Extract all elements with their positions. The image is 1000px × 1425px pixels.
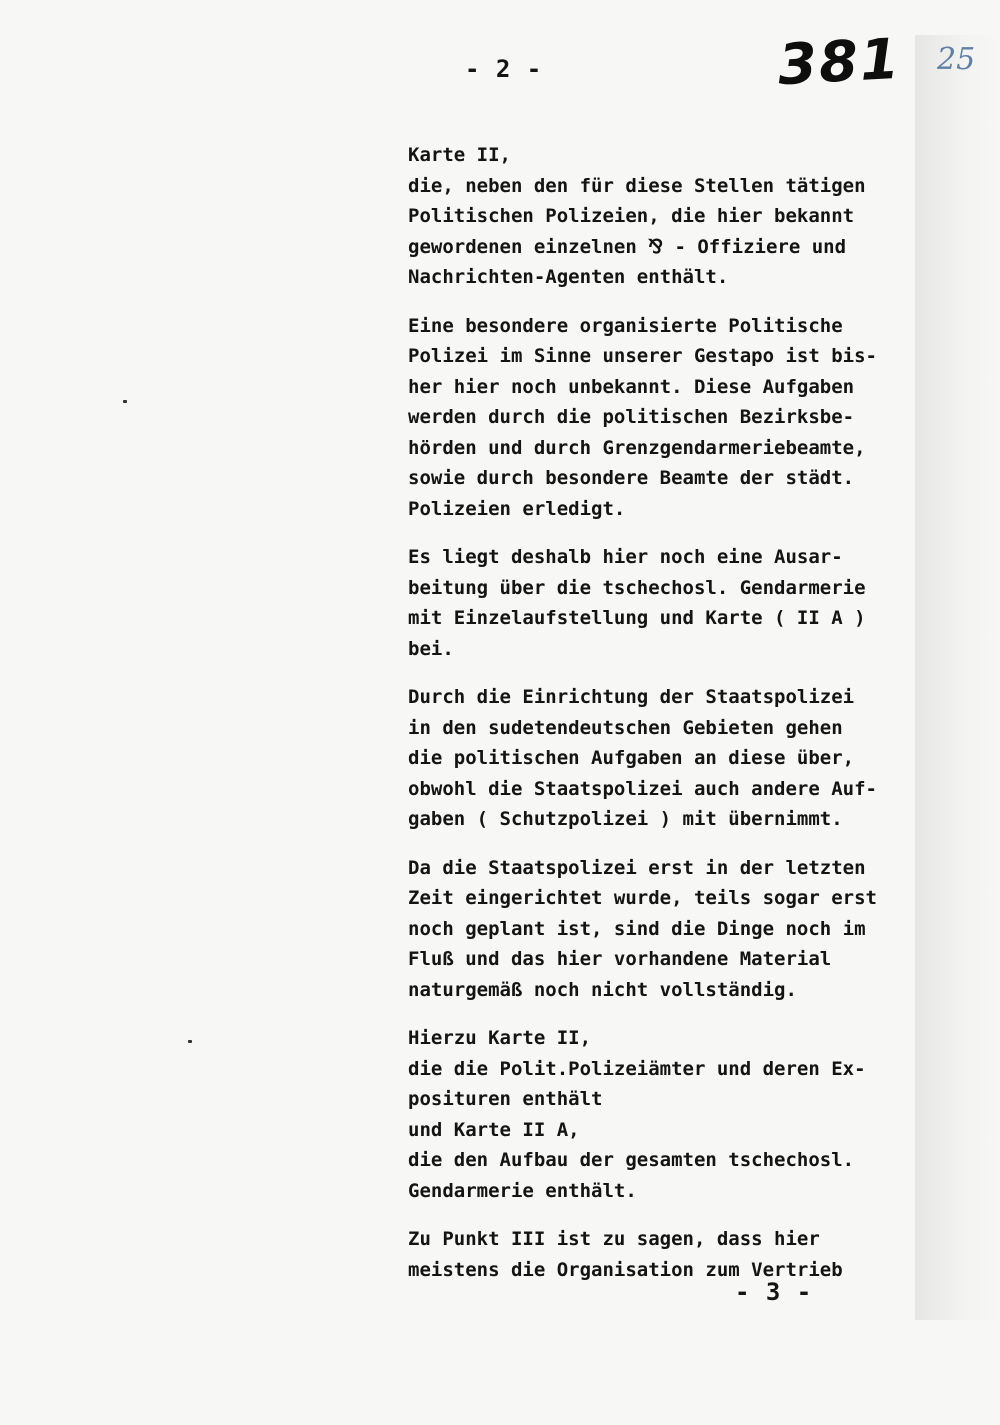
text-line: die, neben den für diese Stellen tätigen — [408, 174, 866, 197]
paragraph — [408, 1023, 908, 1206]
next-page-marker: - 3 - — [735, 1278, 813, 1306]
archive-stamp-number: 381 — [776, 26, 903, 99]
text-line: sowie durch besondere Beamte der städt. — [408, 467, 855, 489]
text-line: hörden und durch Grenzgendarmeriebeamte, — [408, 436, 866, 459]
scan-speck — [123, 400, 127, 403]
text-line: Zeit eingerichtet wurde, teils sogar erst — [408, 887, 877, 909]
text-line: Hierzu Karte II, — [408, 1027, 592, 1049]
text-line: gewordenen einzelnen ⅋ - Offiziere und — [408, 235, 847, 258]
text-line: beitung über die tschechosl. Gendarmerie — [408, 576, 866, 599]
text-line: Karte II, — [408, 144, 511, 166]
text-line: Durch die Einrichtung der Staatspolizei — [408, 686, 855, 708]
text-line: Zu Punkt III ist zu sagen, dass hier — [408, 1228, 820, 1250]
text-line: bei. — [408, 637, 454, 660]
paragraph — [408, 682, 908, 835]
text-line: posituren enthält — [408, 1088, 603, 1110]
paragraph — [408, 542, 908, 664]
text-line: meistens die Organisation zum Vertrieb — [408, 1258, 843, 1281]
text-line: Polizei im Sinne unserer Gestapo ist bis- — [408, 345, 877, 367]
text-line: die politischen Aufgaben an diese über, — [408, 747, 855, 769]
text-line: und Karte II A, — [408, 1118, 580, 1141]
text-line: obwohl die Staatspolizei auch andere Auf- — [408, 777, 877, 800]
paragraph — [408, 1224, 908, 1285]
scan-speck — [188, 1040, 192, 1043]
paragraph — [408, 853, 908, 1006]
text-line: Eine besondere organisierte Politische — [408, 314, 843, 337]
text-line: Fluß und das hier vorhandene Material — [408, 948, 832, 970]
paragraph — [408, 311, 908, 525]
text-line: Nachrichten-Agenten enthält. — [408, 266, 729, 288]
folio-number: 25 — [937, 42, 976, 77]
text-line: noch geplant ist, sind die Dinge noch im — [408, 917, 866, 940]
page-number-header: - 2 - — [465, 55, 543, 83]
text-line: die den Aufbau der gesamten tschechosl. — [408, 1149, 855, 1171]
text-line: mit Einzelaufstellung und Karte ( II A ) — [408, 607, 866, 629]
paragraph — [408, 140, 908, 293]
text-line: Gendarmerie enthält. — [408, 1179, 637, 1202]
scan-shadow-strip — [915, 35, 1000, 1320]
typed-body-text — [408, 140, 908, 1303]
text-line: Da die Staatspolizei erst in der letzten — [408, 856, 866, 879]
text-line: naturgemäß noch nicht vollständig. — [408, 978, 797, 1001]
text-line: die die Polit.Polizeiämter und deren Ex- — [408, 1057, 866, 1080]
text-line: werden durch die politischen Bezirksbe- — [408, 406, 855, 428]
text-line: Es liegt deshalb hier noch eine Ausar- — [408, 546, 843, 568]
text-line: Polizeien erledigt. — [408, 497, 626, 520]
text-line: Politischen Polizeien, die hier bekannt — [408, 205, 855, 227]
text-line: her hier noch unbekannt. Diese Aufgaben — [408, 375, 855, 398]
text-line: gaben ( Schutzpolizei ) mit übernimmt. — [408, 808, 843, 830]
text-line: in den sudetendeutschen Gebieten gehen — [408, 716, 843, 739]
